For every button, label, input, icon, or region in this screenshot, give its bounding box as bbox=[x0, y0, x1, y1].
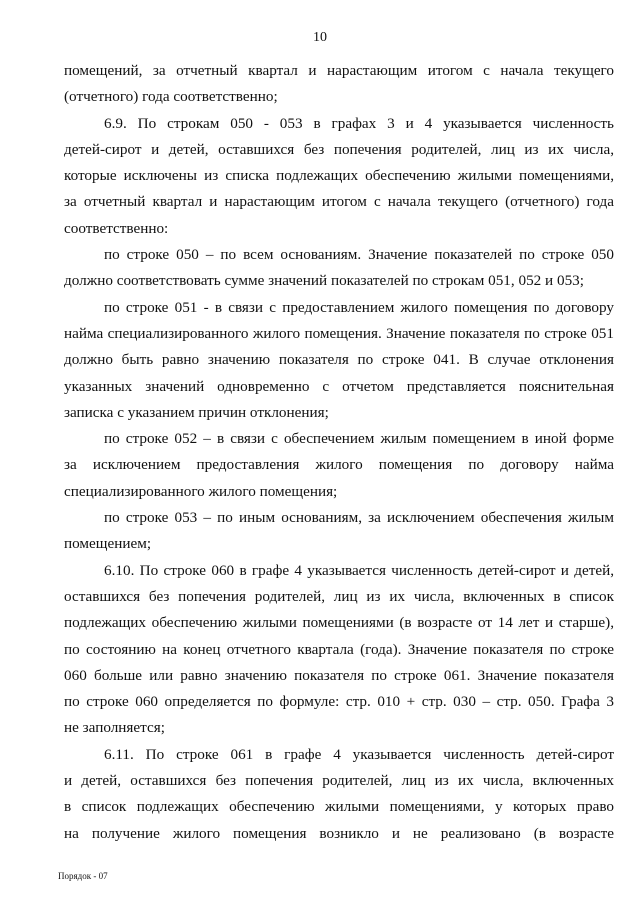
text-line: за отчетный квартал и нарастающим итогом с начала текущего (отчетного) года bbox=[64, 193, 614, 211]
body-text bbox=[64, 58, 614, 847]
text-line: соответственно: bbox=[64, 219, 169, 237]
text-line: по строке 051 - в связи с предоставлением жилого помещения по договору bbox=[104, 298, 614, 316]
text-line: 6.11. По строке 061 в графе 4 указывается численность детей-сирот bbox=[104, 745, 614, 763]
text-line: по состоянию на конец отчетного квартала (года). Значение показателя по строке bbox=[64, 640, 614, 658]
footer-doc-code: Порядок - 07 bbox=[58, 871, 108, 881]
text-line: должно соответствовать сумме значений показателей по строкам 051, 052 и 053; bbox=[64, 272, 584, 290]
text-line: оставшихся без попечения родителей, лиц из их числа, включенных в список bbox=[64, 587, 614, 605]
text-line: за исключением предоставления жилого помещения по договору найма bbox=[64, 456, 614, 474]
text-line: в список подлежащих обеспечению жилыми помещениями, у которых право bbox=[64, 798, 614, 816]
text-line: по строке 050 – по всем основаниям. Значение показателей по строке 050 bbox=[104, 246, 614, 264]
text-line: должно быть равно значению показателя по строке 041. В случае отклонения bbox=[64, 351, 614, 369]
text-line: (отчетного) года соответственно; bbox=[64, 88, 278, 106]
text-line: записка с указанием причин отклонения; bbox=[64, 403, 329, 421]
text-line: 6.10. По строке 060 в графе 4 указывается численность детей-сирот и детей, bbox=[104, 561, 614, 579]
text-line: по строке 060 определяется по формуле: стр. 010 + стр. 030 – стр. 050. Графа 3 bbox=[64, 693, 614, 711]
text-line: на получение жилого помещения возникло и не реализовано (в возрасте bbox=[64, 824, 614, 842]
page-number: 10 bbox=[313, 30, 327, 45]
text-line: не заполняется; bbox=[64, 719, 165, 737]
text-line: 060 больше или равно значению показателя по строке 061. Значение показателя bbox=[64, 666, 614, 684]
text-line: и детей, оставшихся без попечения родителей, лиц из их числа, включенных bbox=[64, 772, 614, 790]
text-line: которые исключены из списка подлежащих обеспечению жилыми помещениями, bbox=[64, 167, 614, 185]
text-line: помещений, за отчетный квартал и нарастающим итогом с начала текущего bbox=[64, 62, 614, 79]
text-line: детей-сирот и детей, оставшихся без попечения родителей, лиц из их числа, bbox=[64, 140, 614, 158]
text-line: по строке 053 – по иным основаниям, за исключением обеспечения жилым bbox=[104, 509, 614, 527]
text-line: 6.9. По строкам 050 - 053 в графах 3 и 4 указывается численность bbox=[104, 114, 614, 132]
text-line: специализированного жилого помещения; bbox=[64, 482, 338, 500]
text-line: найма специализированного жилого помещения. Значение показателя по строке 051 bbox=[64, 324, 614, 342]
text-line: помещением; bbox=[64, 535, 152, 553]
text-line: указанных значений одновременно с отчетом представляется пояснительная bbox=[64, 377, 614, 395]
text-line: по строке 052 – в связи с обеспечением жилым помещением в иной форме bbox=[104, 430, 614, 448]
text-line: подлежащих обеспечению жилыми помещениями (в возрасте от 14 лет и старше), bbox=[64, 614, 614, 632]
